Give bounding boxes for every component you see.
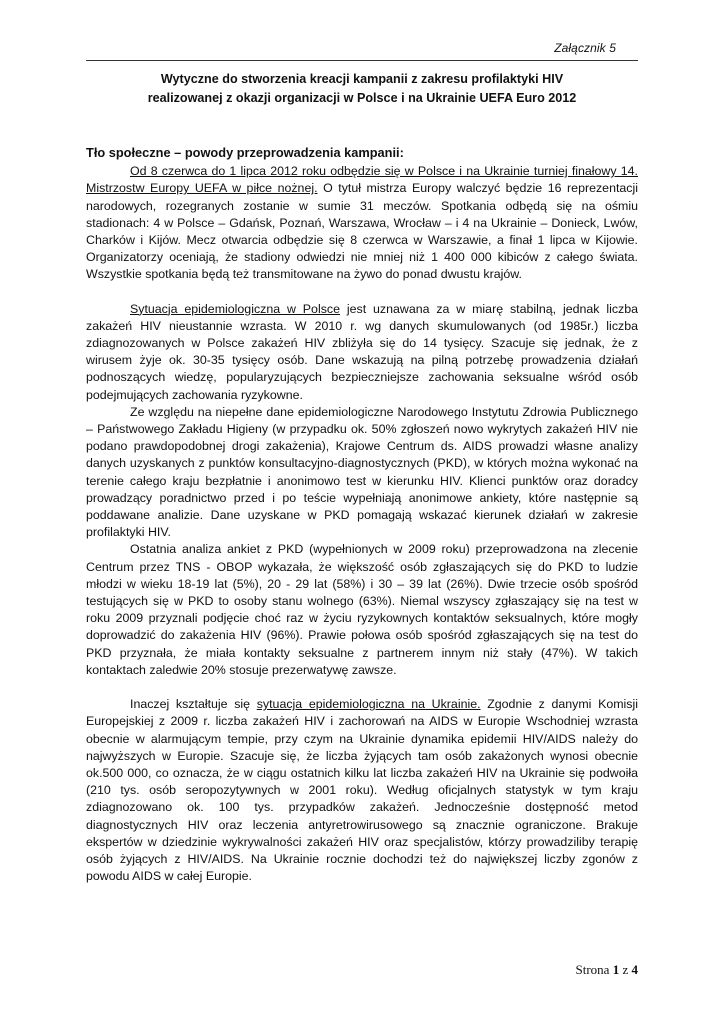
paragraph-pkd-survey: Ostatnia analiza ankiet z PKD (wypełnionych w 2009 roku) przeprowadzona na zlecenie Centrum przez TNS - OBOP wykazała, że większość osób zgłaszających się do PKD to ludzie młodzi w wieku 18-19 lat (5%), 20 - 29 lat (58%) i 30 – 39 lat (26%). Dwie trzecie osób spośród testujących się w PKD to osoby stanu wolnego (63%). Niemal wszyscy zgłaszający się na test w roku 2009 przyznali podjęcie choć raz w życiu ryzykownych kontaktów seksualnych, które mogły doprowadzić do zakażenia HIV (96%). Prawie połowa osób spośród zgłaszających się na test do PKD przyznała, że miała kontakty seksualne z partnerem innym niż stały (47%). W takich kontaktach zaledwie 20% stosuje prezerwatywę zawsze. <box>86 542 638 677</box>
page-number-prefix: Strona <box>575 962 613 977</box>
section-heading: Tło społeczne – powody przeprowadzenia kampanii: <box>86 145 404 160</box>
document-body <box>86 144 638 885</box>
paragraph-euro-2012 <box>86 163 638 283</box>
paragraph-text: Zgodnie z danymi Komisji Europejskiej z 2009 r. liczba zakażeń HIV i zachorowań na AIDS w Europie Wschodniej wzrasta obecnie w alarmującym tempie, przy czym na Ukrainie dynamika epidemii HIV/AIDS należy do najwyższych w Europie. Szacuje się, że liczba żyjących tam osób zakażonych wynosi obecnie ok.500 000, co oznacza, że w ciągu ostatnich kilku lat liczba zakażeń HIV na Ukrainie się podwoiła (210 tys. osób seropozytywnych w 2001 roku). Według oficjalnych statystyk w tym kraju zdiagnozowano ok. 100 tys. przypadków zakażeń. Jednocześnie dostępność metod diagnostycznych HIV oraz leczenia antyretrowirusowego są znacznie ograniczone. Brakuje ekspertów w dziedzinie wykrywalności zakażeń HIV oraz specjalistów, którzy prowadziliby terapię osób żyjących z HIV/AIDS. Na Ukrainie rocznie dochodzi też do największej liczby zgonów z powodu AIDS w całej Europie. <box>86 697 639 884</box>
paragraph-ukraine-epidemiology <box>86 696 638 885</box>
attachment-label: Załącznik 5 <box>554 41 616 55</box>
title-line-2: realizowanej z okazji organizacji w Polsce i na Ukrainie UEFA Euro 2012 <box>147 91 577 105</box>
paragraph-underlined-text: Od 8 czerwca do 1 lipca 2012 roku odbędzie się w Polsce i na Ukrainie turniej finałowy 14. Mistrzostw Europy UEFA w piłce nożnej. <box>86 164 638 196</box>
page-total: 4 <box>631 962 638 977</box>
paragraph-text: O tytuł mistrza Europy walczyć będzie 16 reprezentacji narodowych, rozegranych zostanie w sumie 31 meczów. Spotkania odbędą się na ośmiu stadionach: 4 w Polsce – Gdańsk, Poznań, Warszawa, Wrocław – i 4 na Ukrainie – Donieck, Lwów, Charków i Kijów. Mecz otwarcia odbędzie się 8 czerwca w Warszawie, a finał 1 lipca w Kijowie. Organizatorzy oceniają, że stadiony odwiedzi nie mniej niż 1 400 000 kibiców z całego świata. Wszystkie spotkania będą też transmitowane na żywo do ponad dwustu krajów. <box>86 181 638 282</box>
document-title <box>86 70 638 108</box>
header-divider <box>86 60 638 61</box>
page-current: 1 <box>612 962 620 977</box>
paragraph-pkd-data: Ze względu na niepełne dane epidemiologiczne Narodowego Instytutu Zdrowia Publicznego – Państwowego Zakładu Higieny (w przypadku ok. 50% zgłoszeń nowo wykrytych zakażeń HIV nie podano prawdopodobnej drogi zakażenia), Krajowe Centrum ds. AIDS prowadzi własne analizy danych uzyskanych z punktów konsultacyjno-diagnostycznych (PKD), w których można wykonać na terenie całego kraju bezpłatnie i anonimowo test w kierunku HIV. Klienci punktów oraz doradcy prowadzący poradnictwo przed i po teście wypełniają anonimowe ankiety, które następnie są poddawane analizie. Dane uzyskane w PKD pomagają wskazać kierunek działań w zakresie profilaktyki HIV. <box>86 404 638 540</box>
page-separator: z <box>619 962 632 977</box>
paragraph-text: jest uznawana za w miarę stabilną, jednak liczba zakażeń HIV nieustannie wzrasta. W 2010 r. wg danych skumulowanych (od 1985r.) liczba zdiagnozowanych w Polsce zakażeń HIV zbliżyła się do 14 tysięcy. Szacuje się jednak, że z wirusem żyje ok. 30-35 tysięcy osób. Dane wskazują na pilną potrzebę prowadzenia działań podnoszących wiedzę, popularyzujących bezpieczniejsze zachowania seksualne wśród osób podejmujących zachowania ryzykowne. <box>86 301 639 402</box>
paragraph-underlined-text: sytuacja epidemiologiczna na Ukrainie. <box>256 697 481 712</box>
page-number <box>576 962 638 978</box>
paragraph-poland-epidemiology <box>86 301 638 404</box>
paragraph-text: Inaczej kształtuje się <box>130 697 257 712</box>
title-line-1: Wytyczne do stworzenia kreacji kampanii z zakresu profilaktyki HIV <box>160 72 564 86</box>
paragraph-underlined-text: Sytuacja epidemiologiczna w Polsce <box>130 301 340 316</box>
